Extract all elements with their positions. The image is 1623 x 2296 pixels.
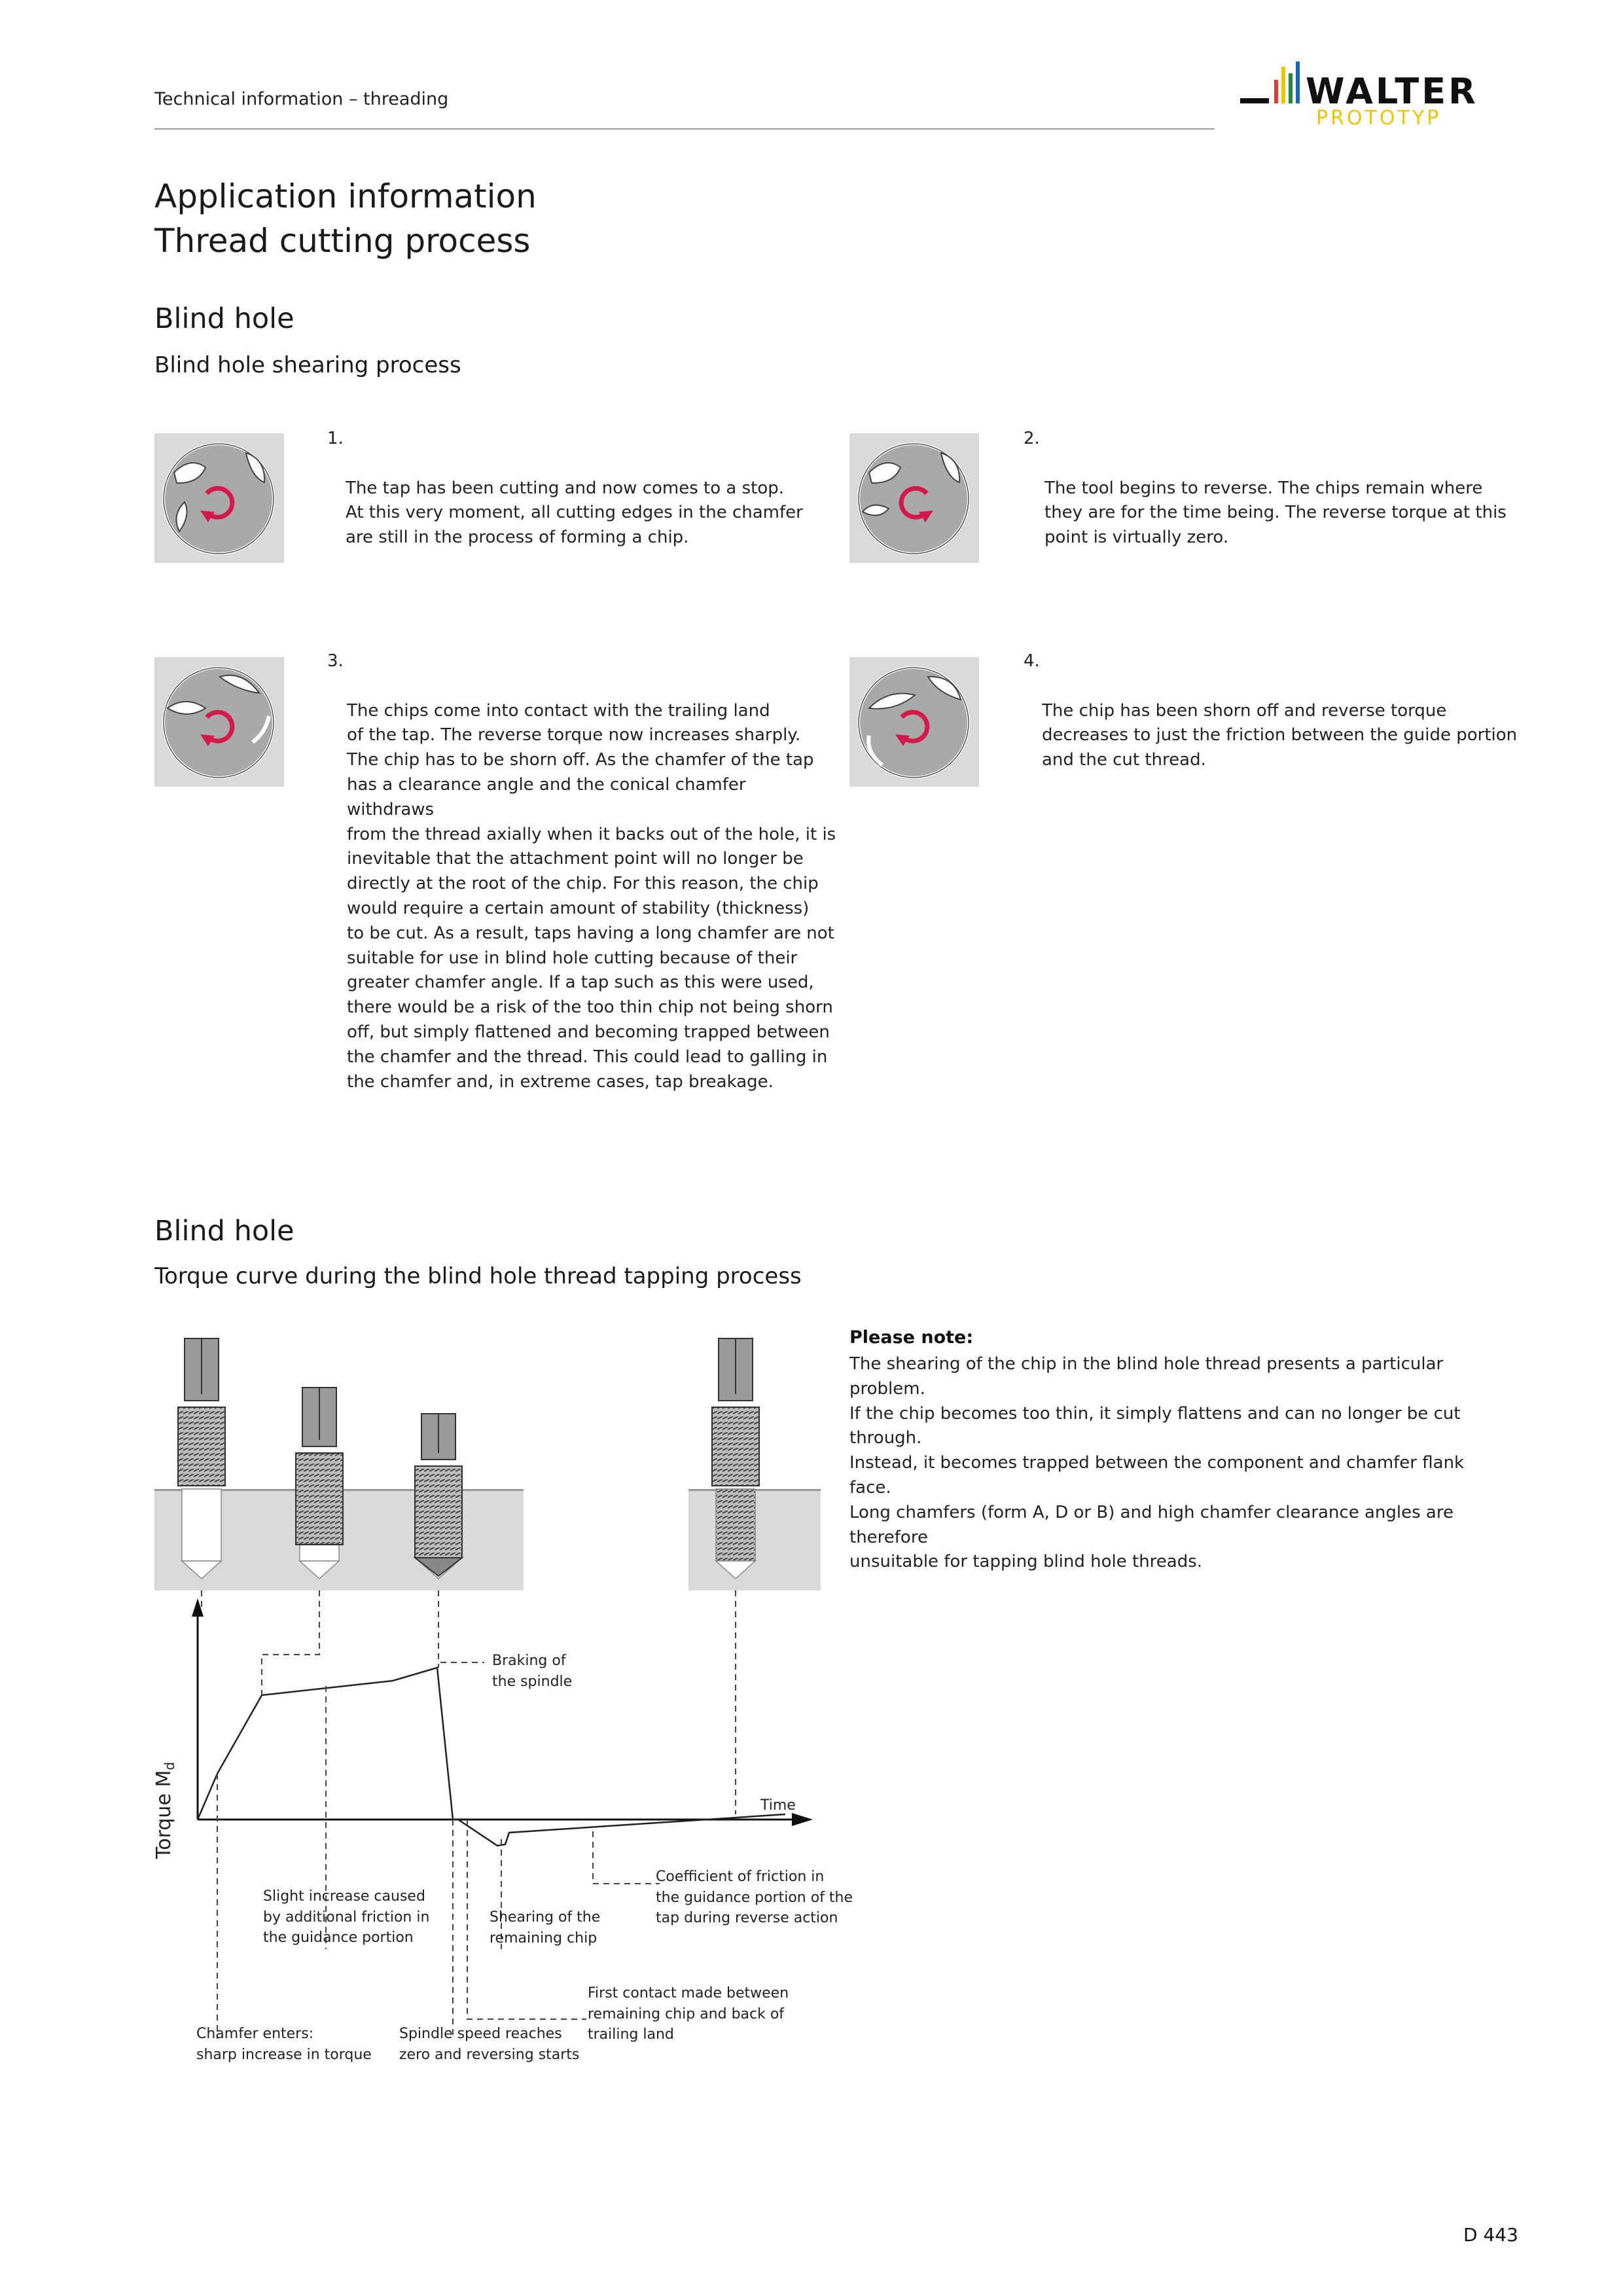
tap-3 (415, 1414, 462, 1576)
x-axis-arrow (792, 1813, 813, 1826)
section2-subheading: Torque curve during the blind hole thread tapping process (154, 1263, 802, 1289)
step-1-text (327, 427, 825, 550)
annotation-coefficient: Coefficient of friction in the guidance portion of the tap during reverse action (656, 1869, 853, 1926)
note-title: Please note: (849, 1327, 974, 1348)
annotation-shearing: Shearing of the remaining chip (490, 1909, 601, 1946)
y-axis-subscript: d (162, 1761, 177, 1770)
page-number: D 443 (1463, 2224, 1518, 2246)
guide-lines (202, 1590, 736, 2039)
annotation-chamfer-enters: Chamfer enters: sharp increase in torque (196, 2026, 372, 2063)
step-4-body: The chip has been shorn off and reverse torque decreases to just the friction between the guide portion and the cut thread. (1042, 700, 1518, 770)
workpiece-4 (688, 1489, 821, 1590)
header-divider (154, 128, 1215, 130)
annotation-spindle-speed: Spindle speed reaches zero and reversing starts (399, 2026, 580, 2063)
logo-sub: PROTOTYP (1316, 107, 1442, 130)
tap-1 (178, 1338, 225, 1486)
tap-2 (296, 1388, 343, 1545)
annotation-first-contact: First contact made between remaining chip and back of trailing land (588, 1985, 789, 2043)
page-title-line-1: Application information (154, 177, 537, 215)
tap-4 (712, 1338, 759, 1486)
step-2-image (849, 433, 979, 563)
section1-subheading: Blind hole shearing process (154, 352, 461, 378)
note-body: The shearing of the chip in the blind hole thread presents a particular problem. If the chip becomes too thin, it simply flattens and can no longer be cut through. Instead, it becomes trapped between the component and chamfer flank face. Long chamfers (form A, D or B) and high chamfer clearance angles are therefore unsuitable for tapping blind hole threads. (849, 1354, 1465, 1572)
step-4-text (1024, 649, 1547, 773)
step-2-body: The tool begins to reverse. The chips remain where they are for the time being. The reverse torque at this point is virtually zero. (1044, 478, 1507, 548)
running-title: Technical information – threading (154, 89, 449, 109)
page-title-line-2: Thread cutting process (154, 222, 531, 260)
step-2-number: 2. (1024, 429, 1040, 448)
step-1-body: The tap has been cutting and now comes to a stop. At this very moment, all cutting edges in the chamfer are still in the process of forming a chip. (346, 478, 803, 548)
step-3-number: 3. (327, 651, 344, 671)
annotation-slight-increase: Slight increase caused by additional friction in the guidance portion (263, 1888, 430, 1946)
step-4-number: 4. (1024, 651, 1040, 671)
step-2-text (1024, 427, 1521, 550)
step-3-image (154, 657, 284, 787)
step-3-text (327, 649, 838, 1094)
walter-prototyp-logo (1240, 60, 1528, 135)
workpiece-1 (154, 1489, 287, 1590)
section1-heading: Blind hole (154, 302, 294, 335)
y-axis-label: Torque $M_d$ (152, 1761, 177, 1859)
step-1-image (154, 433, 284, 563)
step-3-body: The chips come into contact with the trailing land of the tap. The reverse torque now increases sharply. The chip has to be shorn off. As the chamfer of the tap has a clearance angle and the conical chamfer withdraws from the thread axially when it backs out of the hole, it is inevitable that the attachment point will no longer be directly at the root of the chip. For this reason, the chip would require a certain amount of stability (thickness) to be cut. As a result, taps having a long chamfer are not suitable for use in blind hole cutting because of their greater chamfer angle. If a tap such as this were used, there would be a risk of the too thin chip not being shorn off, but simply flattened and becoming trapped between the chamfer and the thread. This could lead to galling in the chamfer and, in extreme cases, tap breakage. (347, 700, 836, 1092)
section2-heading: Blind hole (154, 1215, 294, 1247)
step-4-image (849, 657, 979, 787)
x-axis-label: Time (760, 1797, 796, 1814)
annotation-braking: Braking of the spindle (492, 1653, 573, 1690)
logo-word: WALTER (1306, 71, 1478, 112)
step-1-number: 1. (327, 429, 344, 448)
